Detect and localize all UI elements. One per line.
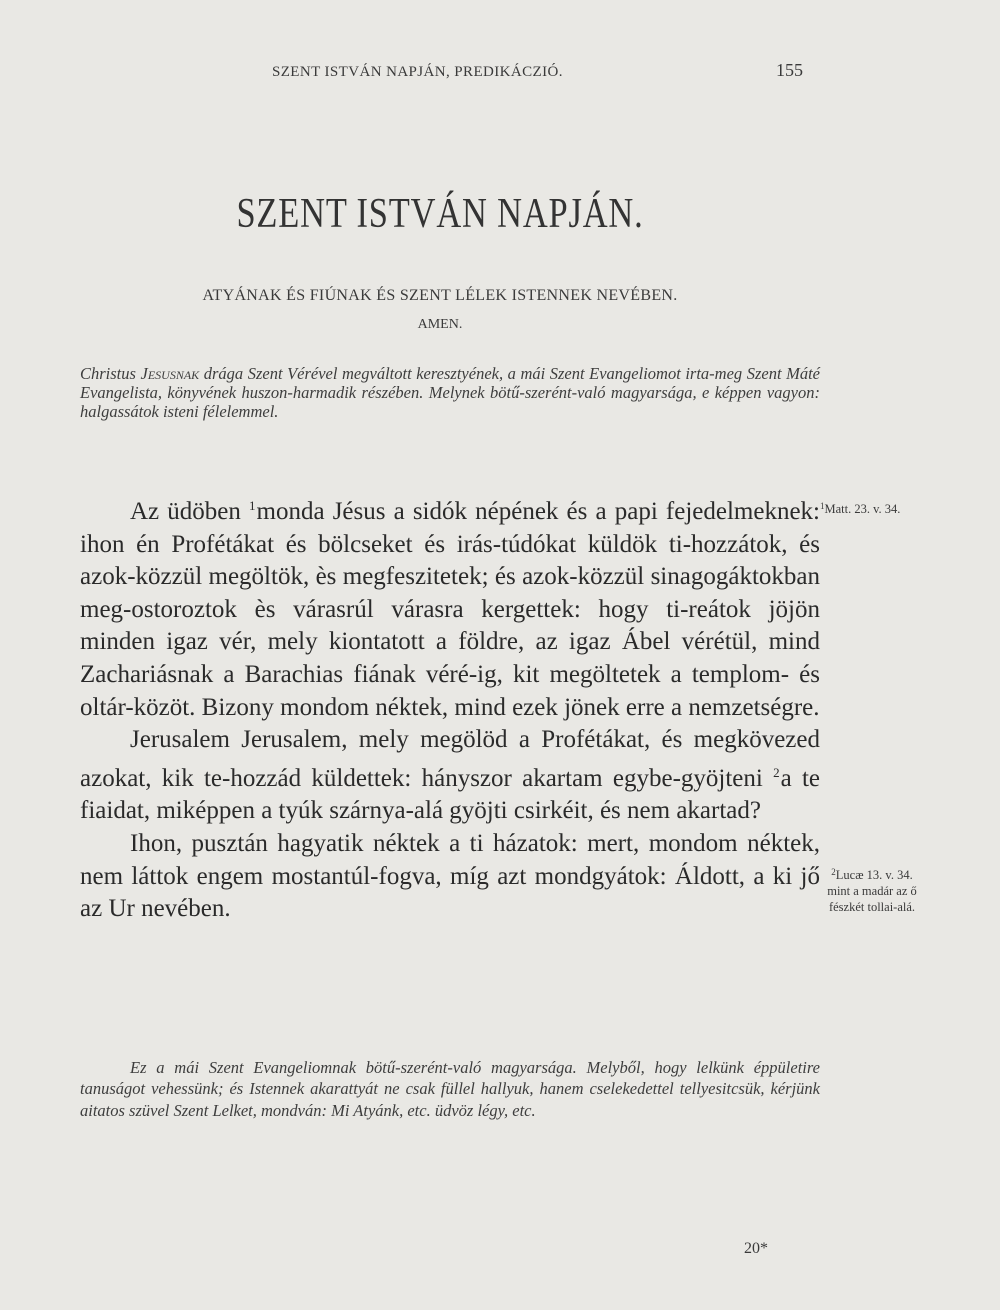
gospel-p1-start: Az üdöben xyxy=(130,498,250,525)
gospel-p2-rest: a te fiaidat, miképpen a tyúk szárnya-alá gyöjti csirkéit, és nem akartad? xyxy=(80,764,821,825)
gospel-paragraph-1 xyxy=(80,490,820,724)
margin-note-2-text: Lucæ 13. v. 34. mint a madár az ő fészkét tollai-alá. xyxy=(827,868,917,914)
gospel-p2-start: Jerusalem Jerusalem, mely megölöd a Profétákat, és megkövezed azokat, kik te-hozzád küldettek: hányszor akartam egybe-gyöjteni xyxy=(80,726,820,792)
margin-note-2-marker: 2 xyxy=(831,867,836,877)
gospel-paragraph-3: Ihon, pusztán hagyatik néktek a ti házatok: mert, mondom néktek, nem láttok engem mostantúl-fogva, míg azt mondgyátok: Áldott, a ki jő az Ur nevében. xyxy=(80,829,820,923)
closing-paragraph xyxy=(80,1057,820,1121)
footnote-ref-1: 1 xyxy=(249,498,256,513)
invocation: ATYÁNAK ÉS FIÚNAK ÉS SZENT LÉLEK ISTENNEK NEVÉBEN. xyxy=(202,287,678,304)
margin-note-1 xyxy=(820,498,940,517)
footnote-ref-2: 2 xyxy=(773,764,780,780)
signature-mark: 20* xyxy=(744,1240,768,1257)
gospel-text xyxy=(80,490,820,926)
running-head: SZENT ISTVÁN NAPJÁN, PREDIKÁCZIÓ. xyxy=(272,64,563,80)
margin-note-2 xyxy=(822,864,922,915)
margin-note-1-text: Matt. 23. v. 34. xyxy=(824,502,901,516)
intro-name-jesus: Jesusnak xyxy=(140,364,200,383)
amen: AMEN. xyxy=(417,317,463,332)
page-number: 155 xyxy=(776,60,803,80)
closing-text: Ez a mái Szent Evangeliomnak bötű-szerént-való magyarsága. Melyből, hogy lelkünk éppületire tanuságot vehessünk; és Istennek akarattyát ne csak füllel hallyuk, hanem cselekedettel tellyesitcsük, kérjünk aitatos szüvel Szent Lelket, mondván: Mi Atyánk, etc. üdvöz légy, etc. xyxy=(80,1058,820,1120)
intro-paragraph xyxy=(80,364,820,422)
sermon-title: SZENT ISTVÁN NAPJÁN. xyxy=(236,191,644,237)
gospel-p1-rest: monda Jésus a sidók népének és a papi fejedelmeknek: ihon én Profétákat és bölcseket és irás-túdókat küldök ti-hozzátok, és azok-közzül megöltök, ès megfeszitetek; és azok-közzül sinagogáktokban meg-ostoroztok ès várasrúl várasra kergettek: hogy ti-reátok jöjön minden igaz vér, mely kiontatott a földre, az igaz Ábel vérétül, mind Zachariásnak a Barachias fiának véré-ig, kit megöltetek a templom- és oltár-közöt. Bizony mondom néktek, mind ezek jönek erre a nemzetségre. xyxy=(80,498,821,721)
intro-text-2: drága Szent Vérével megváltott keresztyének, a mái Szent Evangeliomot irta-meg Szent Máté Evangelista, könyvének huszon-harmadik részében. Melynek bötű-szerént-való magyarsága, e képpen vagyon: halgassátok isteni félelemmel. xyxy=(80,364,821,422)
gospel-paragraph-2 xyxy=(80,724,820,828)
margin-note-1-marker: 1 xyxy=(820,501,825,511)
intro-text-1: Christus xyxy=(80,364,141,383)
